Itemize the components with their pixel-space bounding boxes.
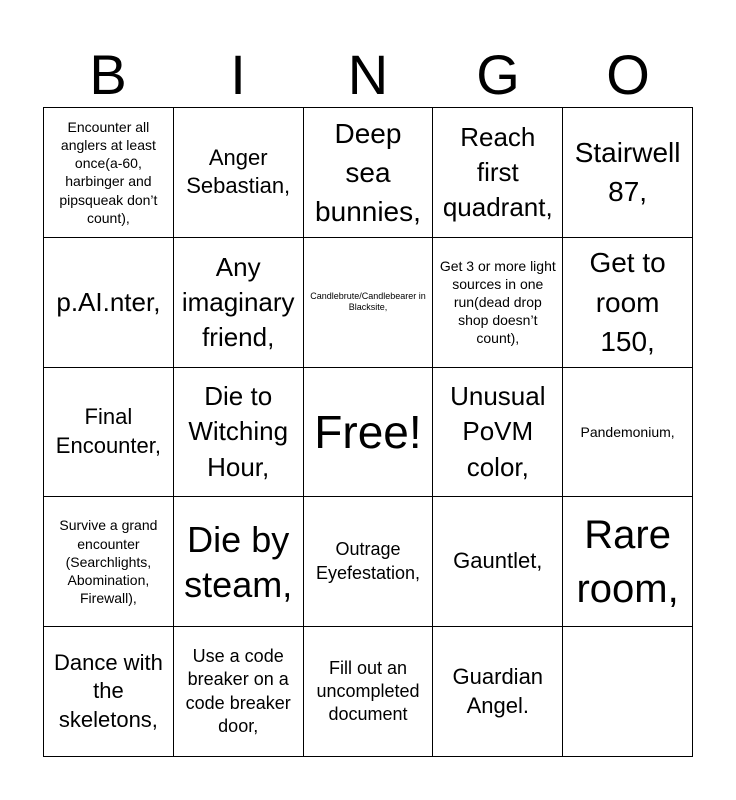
bingo-header: [43, 44, 693, 106]
cell-text: Guardian Angel.: [452, 664, 544, 718]
header-letter-n: N: [347, 43, 389, 106]
bingo-cell[interactable]: [174, 627, 304, 757]
bingo-cell[interactable]: [563, 627, 693, 757]
cell-text: Use a code breaker on a code breaker door,: [185, 645, 291, 736]
cell-text: Unusual PoVM color,: [450, 381, 546, 482]
bingo-cell[interactable]: [433, 497, 563, 627]
bingo-grid: [43, 107, 693, 757]
cell-text: Stairwell 87,: [574, 137, 681, 208]
cell-text: Pandemonium,: [580, 423, 675, 440]
bingo-cell[interactable]: [44, 497, 174, 627]
header-letter-o: O: [606, 43, 650, 106]
bingo-cell[interactable]: [304, 497, 434, 627]
cell-text: Fill out an uncompleted document: [316, 657, 420, 725]
free-text: Free!: [314, 405, 422, 458]
cell-text: Any imaginary friend,: [181, 251, 295, 352]
bingo-cell[interactable]: [174, 497, 304, 627]
bingo-cell[interactable]: [433, 627, 563, 757]
bingo-cell[interactable]: [563, 238, 693, 368]
cell-text: Candlebrute/Candlebearer in Blacksite,: [310, 290, 426, 313]
bingo-cell[interactable]: [304, 627, 434, 757]
cell-text: p.AI.nter,: [56, 286, 161, 317]
bingo-cell[interactable]: [304, 238, 434, 368]
free-cell[interactable]: [304, 368, 434, 498]
cell-text: Survive a grand encounter (Searchlights, Abomination, Firewall),: [59, 517, 158, 607]
cell-text: Die by steam,: [184, 518, 293, 605]
bingo-cell[interactable]: [304, 108, 434, 238]
bingo-cell[interactable]: [433, 368, 563, 498]
bingo-cell[interactable]: [174, 368, 304, 498]
bingo-cell[interactable]: [563, 368, 693, 498]
bingo-cell[interactable]: [44, 108, 174, 238]
bingo-cell[interactable]: [174, 108, 304, 238]
header-letter-b: B: [89, 43, 127, 106]
cell-text: Get to room 150,: [589, 247, 666, 357]
cell-text: Die to Witching Hour,: [188, 381, 289, 482]
bingo-cell[interactable]: [433, 238, 563, 368]
cell-text: Rare room,: [576, 512, 679, 611]
bingo-cell[interactable]: [44, 368, 174, 498]
cell-text: Dance with the skeletons,: [53, 649, 163, 732]
cell-text: Anger Sebastian,: [186, 144, 291, 199]
cell-text: Reach first quadrant,: [442, 121, 553, 222]
cell-text: Final Encounter,: [55, 404, 161, 458]
cell-text: Get 3 or more light sources in one run(dead drop shop doesn’t count),: [439, 257, 556, 347]
bingo-cell[interactable]: [563, 108, 693, 238]
cell-text: Encounter all anglers at least once(a-60, harbinger and pipsqueak don’t count),: [59, 118, 158, 226]
bingo-cell[interactable]: [44, 627, 174, 757]
header-letter-g: G: [476, 43, 520, 106]
bingo-cell[interactable]: [563, 497, 693, 627]
cell-text: Deep sea bunnies,: [315, 117, 421, 227]
bingo-cell[interactable]: [44, 238, 174, 368]
cell-text: Outrage Eyefestation,: [315, 539, 421, 583]
bingo-cell[interactable]: [433, 108, 563, 238]
header-letter-i: I: [230, 43, 246, 106]
cell-text: Gauntlet,: [453, 548, 543, 574]
bingo-cell[interactable]: [174, 238, 304, 368]
